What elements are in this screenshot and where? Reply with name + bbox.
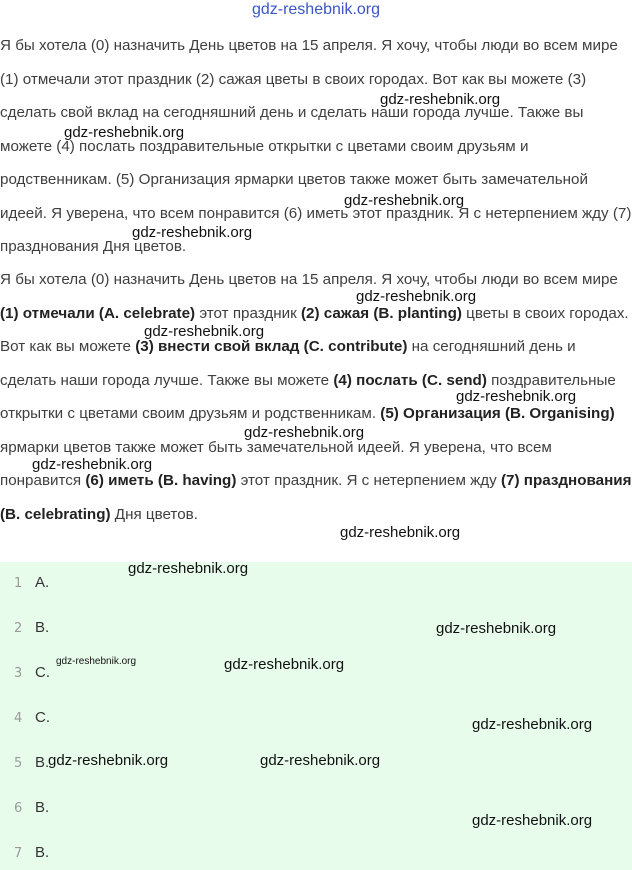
answer-letter: B. — [35, 799, 50, 816]
answer-letter: B. — [35, 844, 50, 861]
answer-highlight-7: (7) празднования (B. celebrating) — [0, 472, 632, 523]
answer-number: 2 — [14, 621, 23, 636]
watermark: gdz-reshebnik.org — [260, 752, 381, 769]
answer-highlight-4: (4) послать (C. send) — [333, 371, 487, 389]
watermark: gdz-reshebnik.org — [356, 288, 477, 305]
watermark: gdz-reshebnik.org — [48, 752, 169, 769]
answer-number: 5 — [14, 756, 23, 771]
answer-number: 4 — [14, 711, 23, 726]
answer-number: 6 — [14, 801, 23, 816]
answer-letter: A. — [35, 574, 50, 591]
answer-letter: C. — [35, 664, 50, 681]
watermark: gdz-reshebnik.org — [128, 560, 249, 577]
text-segment: этот праздник. Я с нетерпением жду — [236, 472, 501, 489]
watermark: gdz-reshebnik.org — [64, 124, 185, 141]
text-segment: Дня цветов. — [110, 505, 198, 523]
answer-letter: B. — [35, 619, 50, 636]
text-segment: на сегодняшний день и сделать наши города лучше. Также вы можете — [0, 338, 576, 389]
text-segment: ярмарки цветов также может быть замечательной идеей. Я уверена, что всем понравится — [0, 438, 552, 489]
answer-row — [0, 840, 632, 870]
original-paragraph: Я бы хотела (0) назначить День цветов на 15 апреля. Я хочу, чтобы люди во всем мире (1) отмечали этот праздник (2) сажая цветы в своих городах. Вот как вы можете (3) сделать свой вклад на сегодняшний день и сделать наши города лучше. Также вы можете (4) послать поздравительные открытки с цветами своим друзьям и родственникам. (5) Организация ярмарки цветов также может быть замечательной идеей. Я уверена, что всем понравится (6) иметь этот праздник. Я с нетерпением жду (7) празднования Дня цветов. — [0, 37, 632, 255]
answer-number: 3 — [14, 666, 23, 681]
answer-highlight-6: (6) иметь (B. having) — [85, 472, 237, 489]
answer-number: 1 — [14, 576, 23, 591]
watermark: gdz-reshebnik.org — [244, 424, 365, 441]
watermark: gdz-reshebnik.org — [56, 656, 137, 667]
watermark: gdz-reshebnik.org — [472, 716, 593, 733]
text-segment: поздравительные открытки с цветами своим друзьям и родственникам. — [0, 371, 616, 422]
answer-number: 7 — [14, 846, 23, 861]
answer-highlight-1: (1) отмечали (A. celebrate) — [0, 304, 196, 322]
watermark: gdz-reshebnik.org — [132, 224, 253, 241]
text-segment: этот праздник — [195, 304, 301, 322]
answer-row — [0, 570, 632, 600]
answer-letter: C. — [35, 709, 50, 726]
watermark: gdz-reshebnik.org — [456, 388, 577, 405]
site-watermark-top: gdz-reshebnik.org — [251, 1, 381, 18]
watermark: gdz-reshebnik.org — [340, 524, 461, 541]
text-segment: цветы в своих городах. Вот как вы можете — [0, 304, 629, 355]
answer-highlight-5: (5) Организация (B. Organising) — [380, 405, 615, 422]
watermark: gdz-reshebnik.org — [344, 192, 465, 209]
answer-highlight-3: (3) внести свой вклад (C. contribute) — [135, 338, 408, 355]
watermark: gdz-reshebnik.org — [380, 91, 501, 108]
answer-highlight-2: (2) сажая (B. planting) — [301, 304, 462, 322]
answer-letter: B. — [35, 754, 50, 771]
text-segment: Я бы хотела (0) назначить День цветов на 15 апреля. Я хочу, чтобы люди во всем мире — [0, 271, 618, 288]
watermark: gdz-reshebnik.org — [224, 656, 345, 673]
watermark: gdz-reshebnik.org — [32, 456, 153, 473]
watermark: gdz-reshebnik.org — [144, 323, 265, 340]
watermark: gdz-reshebnik.org — [472, 812, 593, 829]
watermark: gdz-reshebnik.org — [436, 620, 557, 637]
